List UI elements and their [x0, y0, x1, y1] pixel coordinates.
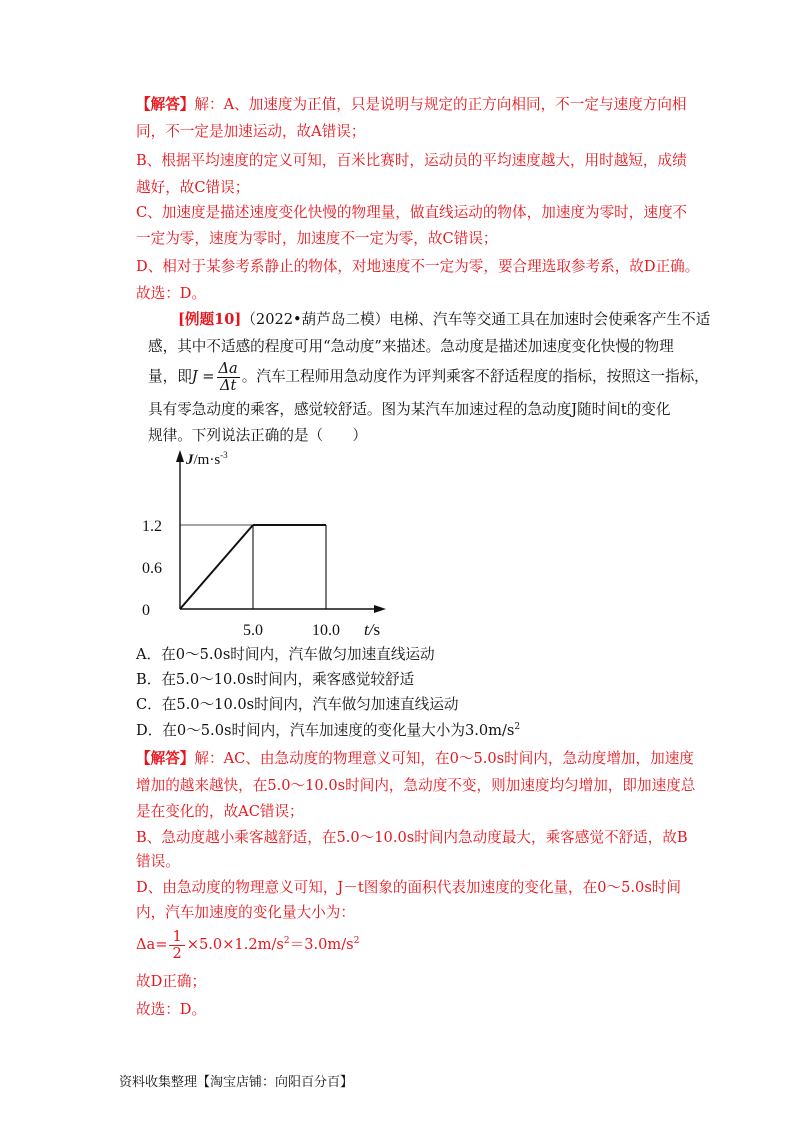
answer-tag: 【解答】: [136, 96, 195, 113]
half-fraction: $\frac{1}{2}$: [169, 929, 184, 962]
option-c: C．在5.0～10.0s时间内，汽车做匀加速直线运动: [136, 696, 459, 713]
answer1-line-2: 同，不一定是加速运动，故A错误；: [136, 123, 366, 140]
answer1-line-7: D、相对于某参考系静止的物体，对地速度不一定为零，要合理选取参考系，故D正确。: [136, 258, 700, 275]
answer2-line-1: 【解答】解：AC、由急动度的物理意义可知，在0～5.0s时间内，急动度增加，加速度: [136, 750, 694, 767]
answer2-conclusion: 故D正确；: [136, 973, 207, 990]
y-axis-label: $J/m\cdot s^{-3}$: [186, 450, 228, 468]
reference-lines: [180, 525, 326, 609]
answer1-line-1: 【解答】解：A、加速度为正值，只是说明与规定的正方向相同，不一定与速度方向相: [136, 96, 687, 113]
answer2-line-2: 增加的越来越快，在5.0～10.0s时间内，急动度不变，则加速度均匀增加，即加速度总: [136, 777, 696, 794]
y-ticks: [142, 518, 162, 619]
option-d: D．在0～5.0s时间内，汽车加速度的变化量大小为$3.0m/s^2$: [136, 722, 521, 739]
x-tick-label: 5.0: [243, 622, 263, 639]
x-tick-label: 10.0: [312, 622, 340, 639]
answer-tag: 【解答】: [136, 750, 195, 767]
answer1-line-6: 一定为零，速度为零时，加速度不一定为零，故C错误；: [136, 230, 498, 247]
answer1-line-8: 故选：D。: [136, 285, 207, 302]
y-tick-label: 1.2: [142, 518, 162, 535]
example-line-1: [例题10]（2022•葫芦岛二模）电梯、汽车等交通工具在加速时会使乘客产生不适: [178, 311, 711, 328]
example-line-3: 量，即J = $\frac{\Delta a}{\Delta t}$ 。汽车工程师用急动度作为评判乘客不舒适程度的指标，按照这一指标，: [148, 359, 709, 394]
footer-note: 资料收集整理【淘宝店铺：向阳百分百】: [119, 1075, 354, 1090]
example-line-4: 具有零急动度的乘客，感觉较舒适。图为某汽车加速过程的急动度J随时间t的变化: [148, 401, 671, 418]
example-line-5: 规律。下列说法正确的是（ ）: [148, 427, 367, 444]
example-line-2: 感，其中不适感的程度可用“急动度”来描述。急动度是描述加速度变化快慢的物理: [148, 338, 674, 355]
jerk-time-chart: [138, 448, 398, 640]
answer2-line-5: 错误。: [136, 853, 180, 870]
answer2-line-3: 是在变化的，故AC错误；: [136, 803, 304, 820]
answer2-formula: Δa= $\frac{1}{2}$ $\times 5.0\times 1.2m/s^2=3.0m/s^2$: [136, 927, 360, 962]
answer2-line-6: D、由急动度的物理意义可知，J－t图象的面积代表加速度的变化量，在0～5.0s时间: [136, 879, 681, 896]
answer1-line-3: B、根据平均速度的定义可知，百米比赛时，运动员的平均速度越大，用时越短，成绩: [136, 152, 687, 169]
answer2-line-4: B、急动度越小乘客越舒适，在5.0～10.0s时间内急动度最大，乘客感觉不舒适，故B: [136, 829, 688, 846]
x-axis-arrow: [374, 605, 386, 613]
x-axis-label: t/s: [364, 620, 381, 639]
answer1-line-4: 越好，故C错误；: [136, 179, 250, 196]
answer2-selection: 故选：D。: [136, 1001, 207, 1018]
y-axis-arrow: [176, 450, 184, 462]
y-tick-label: 0: [142, 602, 150, 619]
y-tick-label: 0.6: [142, 560, 162, 577]
x-ticks: [243, 622, 340, 639]
jerk-formula: $\frac{\Delta a}{\Delta t}$: [218, 359, 238, 394]
formula-lhs: J =: [191, 368, 215, 385]
answer2-line-7: 内，汽车加速度的变化量大小为：: [136, 904, 355, 921]
option-b: B．在5.0～10.0s时间内，乘客感觉较舒适: [136, 671, 415, 688]
option-a: A．在0～5.0s时间内，汽车做匀加速直线运动: [136, 646, 435, 663]
example-label: [例题10]: [178, 311, 242, 328]
series-segment: [180, 525, 253, 609]
answer1-line-5: C、加速度是描述速度变化快慢的物理量，做直线运动的物体，加速度为零时，速度不: [136, 204, 688, 221]
